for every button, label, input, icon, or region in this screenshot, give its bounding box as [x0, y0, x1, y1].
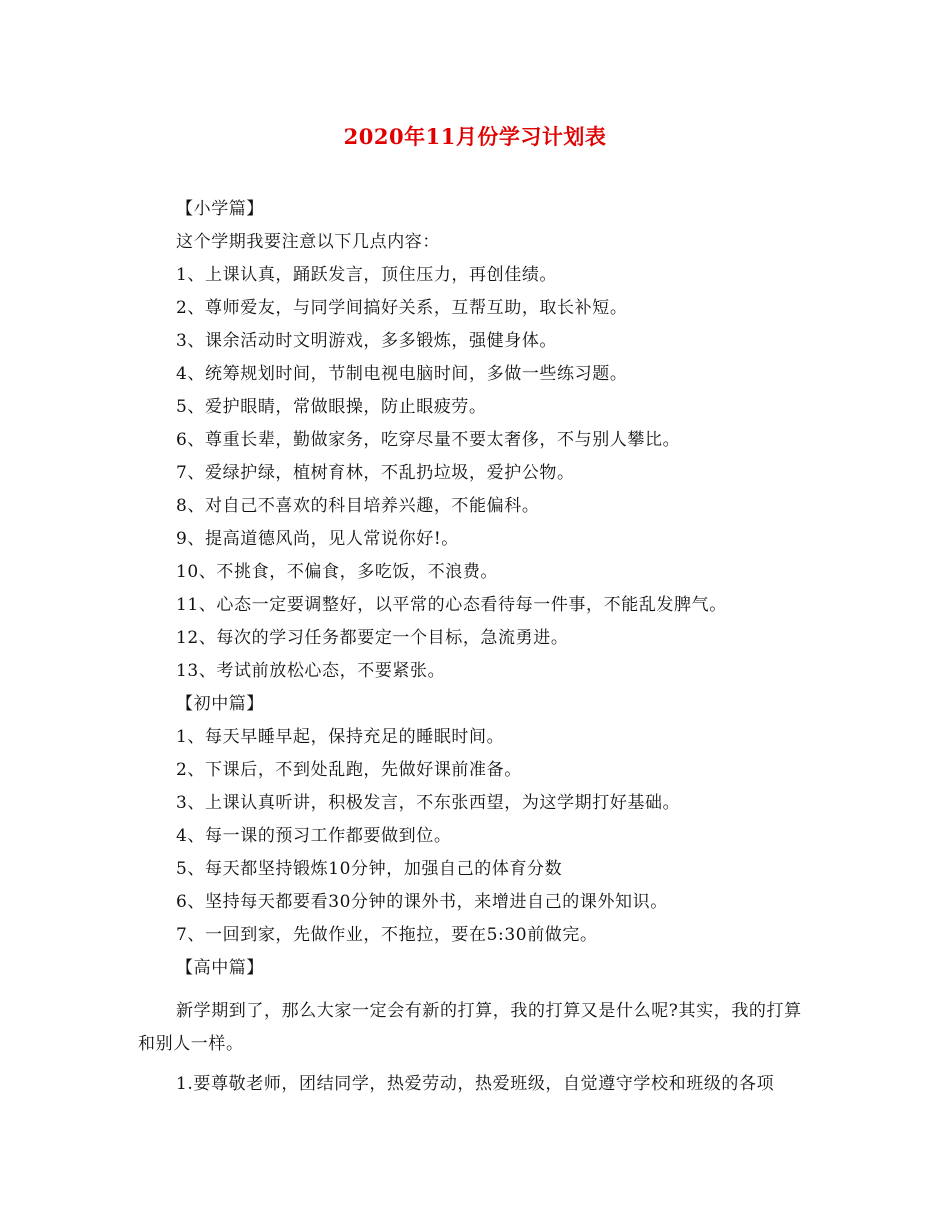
list-item: 3、上课认真听讲，积极发言，不东张西望，为这学期打好基础。 — [176, 793, 681, 813]
list-item: 9、提高道德风尚，见人常说你好!。 — [176, 529, 459, 549]
senior-intro-paragraph: 新学期到了，那么大家一定会有新的打算，我的打算又是什么呢?其实，我的打算和别人一样。 — [138, 1001, 802, 1054]
list-item: 12、每次的学习任务都要定一个目标，急流勇进。 — [176, 628, 569, 648]
list-item: 4、统筹规划时间，节制电视电脑时间，多做一些练习题。 — [176, 364, 628, 384]
list-item: 7、爱绿护绿，植树育林，不乱扔垃圾，爱护公物。 — [176, 463, 575, 483]
list-item: 6、尊重长辈，勤做家务，吃穿尽量不要太奢侈，不与别人攀比。 — [176, 430, 681, 450]
list-item: 1、上课认真，踊跃发言，顶住压力，再创佳绩。 — [176, 265, 558, 285]
list-item: 8、对自己不喜欢的科目培养兴趣，不能偏科。 — [176, 496, 540, 516]
list-item: 1、每天早睡早起，保持充足的睡眠时间。 — [176, 727, 505, 747]
list-item: 3、课余活动时文明游戏，多多锻炼，强健身体。 — [176, 331, 558, 351]
list-item: 4、每一课的预习工作都要做到位。 — [176, 826, 452, 846]
list-item: 5、爱护眼睛，常做眼操，防止眼疲劳。 — [176, 397, 487, 417]
list-item: 13、考试前放松心态，不要紧张。 — [176, 661, 446, 681]
list-item: 2、下课后，不到处乱跑，先做好课前准备。 — [176, 760, 522, 780]
primary-intro: 这个学期我要注意以下几点内容： — [176, 232, 440, 252]
page-title: 2020年11月份学习计划表 — [343, 124, 607, 149]
section-heading-junior: 【初中篇】 — [176, 694, 264, 714]
list-item: 2、尊师爱友，与同学间搞好关系，互帮互助，取长补短。 — [176, 298, 628, 318]
section-heading-senior: 【高中篇】 — [176, 958, 264, 978]
section-heading-primary: 【小学篇】 — [176, 199, 264, 219]
list-item: 7、一回到家，先做作业，不拖拉，要在5:30前做完。 — [176, 925, 598, 945]
list-item: 11、心态一定要调整好，以平常的心态看待每一件事，不能乱发脾气。 — [176, 595, 727, 615]
list-item: 5、每天都坚持锻炼10分钟，加强自己的体育分数 — [176, 859, 563, 879]
list-item: 1.要尊敬老师，团结同学，热爱劳动，热爱班级，自觉遵守学校和班级的各项 — [176, 1074, 775, 1094]
list-item: 6、坚持每天都要看30分钟的课外书，来增进自己的课外知识。 — [176, 892, 668, 912]
list-item: 10、不挑食，不偏食，多吃饭，不浪费。 — [176, 562, 499, 582]
